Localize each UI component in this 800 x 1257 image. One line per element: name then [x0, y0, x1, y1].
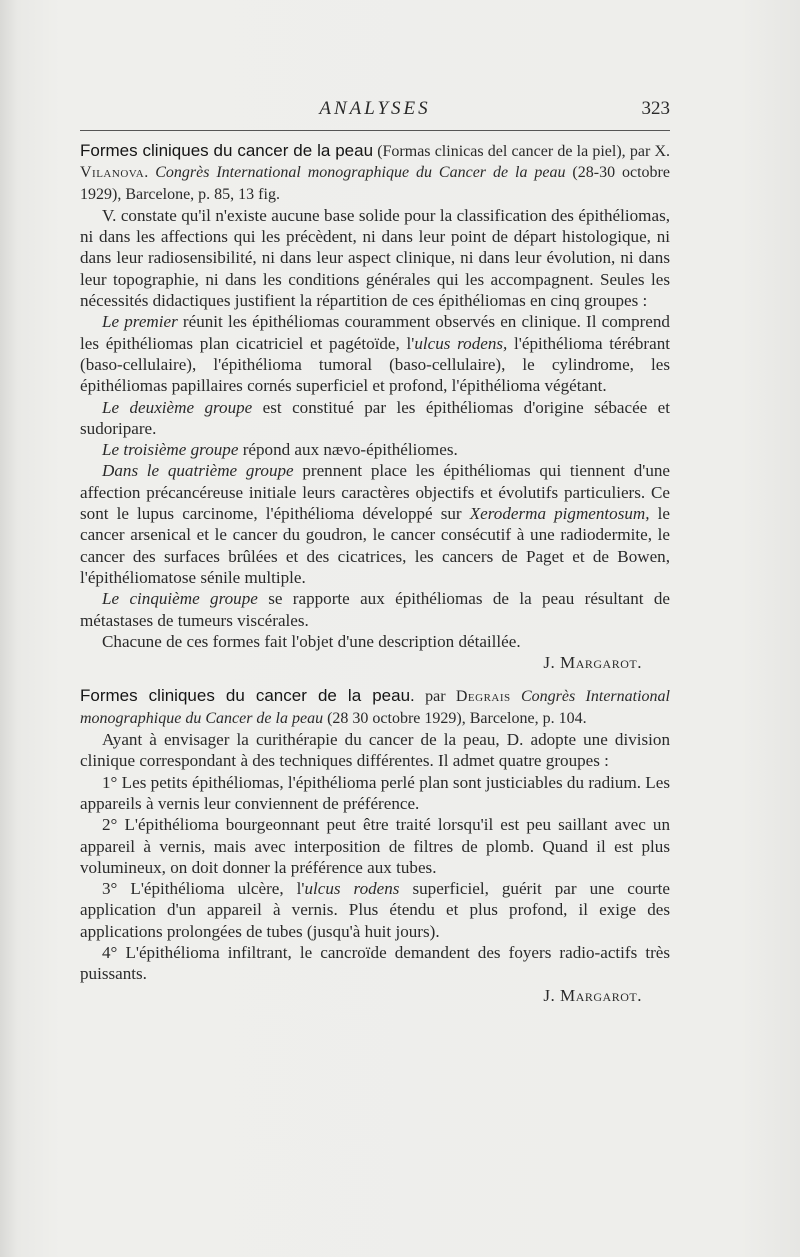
text-run: répond aux nævo-épithéliomes.: [238, 440, 458, 460]
emphasis: Xeroderma pigmentosum,: [469, 504, 650, 524]
emphasis: Le premier: [102, 312, 178, 332]
text-run: le cancer arsenical et le cancer du goudron, le cancer consécutif à une radiodermite, le cancer des surfaces brûlées et des cicatrices, les cancers de Paget et de Bowen, l'épithéliomatose sénile multiple.: [80, 504, 670, 587]
paragraph: [80, 439, 670, 460]
article-source: Congrès International monographique du Cancer de la peau: [155, 164, 566, 182]
paragraph: Chacune de ces formes fait l'objet d'une description détaillée.: [102, 631, 521, 651]
emphasis: Dans le quatrième groupe: [102, 461, 294, 481]
emphasis: ulcus rodens: [304, 879, 400, 899]
article-source: Congrès International monographique du Cancer de la peau: [80, 688, 670, 727]
article-heading: [80, 685, 670, 729]
article-ref-intro: par: [414, 688, 456, 706]
article-vilanova: [80, 140, 670, 673]
article-ref-sep: .: [144, 164, 156, 182]
article-source-details: (28 30 octobre 1929), Barcelone, p. 104.: [323, 709, 587, 727]
emphasis: ulcus rodens,: [414, 333, 508, 353]
paragraph: Ayant à envisager la curithérapie du cancer de la peau, D. adopte une division clinique correspondant à des techniques différentes. Il admet quatre groupes :: [80, 730, 670, 771]
article-ref-sep: [511, 688, 521, 705]
article-ref-intro: (Formas clinicas del cancer de la piel), par X.: [373, 143, 670, 160]
page-number: 323: [641, 98, 670, 119]
article-gap: [80, 673, 670, 685]
text-run: se rapporte aux épithéliomas de la peau résultant de métastases de tumeurs viscérales.: [80, 589, 670, 630]
header-rule: [80, 130, 670, 131]
paragraph: [80, 460, 670, 588]
article-author: Degrais: [455, 688, 511, 706]
text-run: est constitué par les épithéliomas d'origine sébacée et sudoripare.: [80, 397, 670, 438]
page-header: [80, 98, 670, 128]
paragraph: [80, 588, 670, 631]
emphasis: Le cinquième groupe: [102, 589, 258, 609]
text-run: superficiel, guérit par une courte application d'un appareil à vernis. Plus étendu et plus profond, il exige des applications prolongées de tubes (jusqu'à huit jours).: [80, 879, 670, 941]
text-run: prennent place les épithéliomas qui tiennent d'une affection précancéreuse initiale leurs caractères objectifs et évolutifs particuliers. Ce sont le lupus carcinome, l'épithélioma développé sur: [80, 461, 670, 524]
paragraph: [80, 878, 670, 942]
emphasis: Le troisième groupe: [102, 440, 239, 460]
article-degrais: [80, 685, 670, 1005]
article-title: Formes cliniques du cancer de la peau.: [80, 686, 415, 706]
paragraph: [80, 311, 670, 396]
text-run: l'épithélioma térébrant (baso-cellulaire), l'épithélioma tumoral (baso-cellulaire), le cylindrome, les épithéliomas papillaires cornés superficiel et profond, l'épithélioma végétant.: [80, 333, 671, 396]
article-source-details: (28-30 octobre 1929), Barcelone, p. 85, 13 fig.: [80, 164, 670, 203]
article-title: Formes cliniques du cancer de la peau: [80, 141, 374, 160]
text-run: réunit les épithéliomas couramment observés en clinique. Il comprend les épithéliomas plan cicatriciel et pagétoïde, l': [80, 312, 670, 353]
signature: J. Margarot.: [543, 985, 642, 1005]
paragraph: 1° Les petits épithéliomas, l'épithélioma perlé plan sont justiciables du radium. Les appareils à vernis leur conviennent de préférence.: [80, 772, 670, 813]
paragraph: [80, 397, 670, 440]
article-author: Vilanova: [80, 164, 145, 182]
emphasis: Le deuxième groupe: [102, 397, 253, 417]
paragraph: 2° L'épithélioma bourgeonnant peut être traité lorsqu'il est peu saillant avec un appareil à vernis, mais avec interposition de filtres de plomb. Quand il est plus volumineux, on doit donner la préférence aux tubes.: [80, 815, 670, 877]
page-content: [80, 140, 670, 1006]
paragraph: 4° L'épithélioma infiltrant, le cancroïde demandent des foyers radio-actifs très puissants.: [80, 942, 670, 984]
signature: J. Margarot.: [543, 653, 642, 673]
article-heading: [80, 140, 670, 205]
text-run: 3° L'épithélioma ulcère, l': [102, 879, 305, 899]
running-title: ANALYSES: [319, 98, 431, 119]
paragraph: V. constate qu'il n'existe aucune base solide pour la classification des épithéliomas, ni dans les affections qui les précèdent, ni dans leur point de départ histologique, ni dans leur radiosensibilité, ni dans leur aspect clinique, ni dans leur évolution, ni dans leur topographie, ni dans les conditions générales qui les accompagnent. Seules les nécessités didactiques justifient la répartition de ces épithéliomas en cinq groupes :: [80, 205, 670, 311]
